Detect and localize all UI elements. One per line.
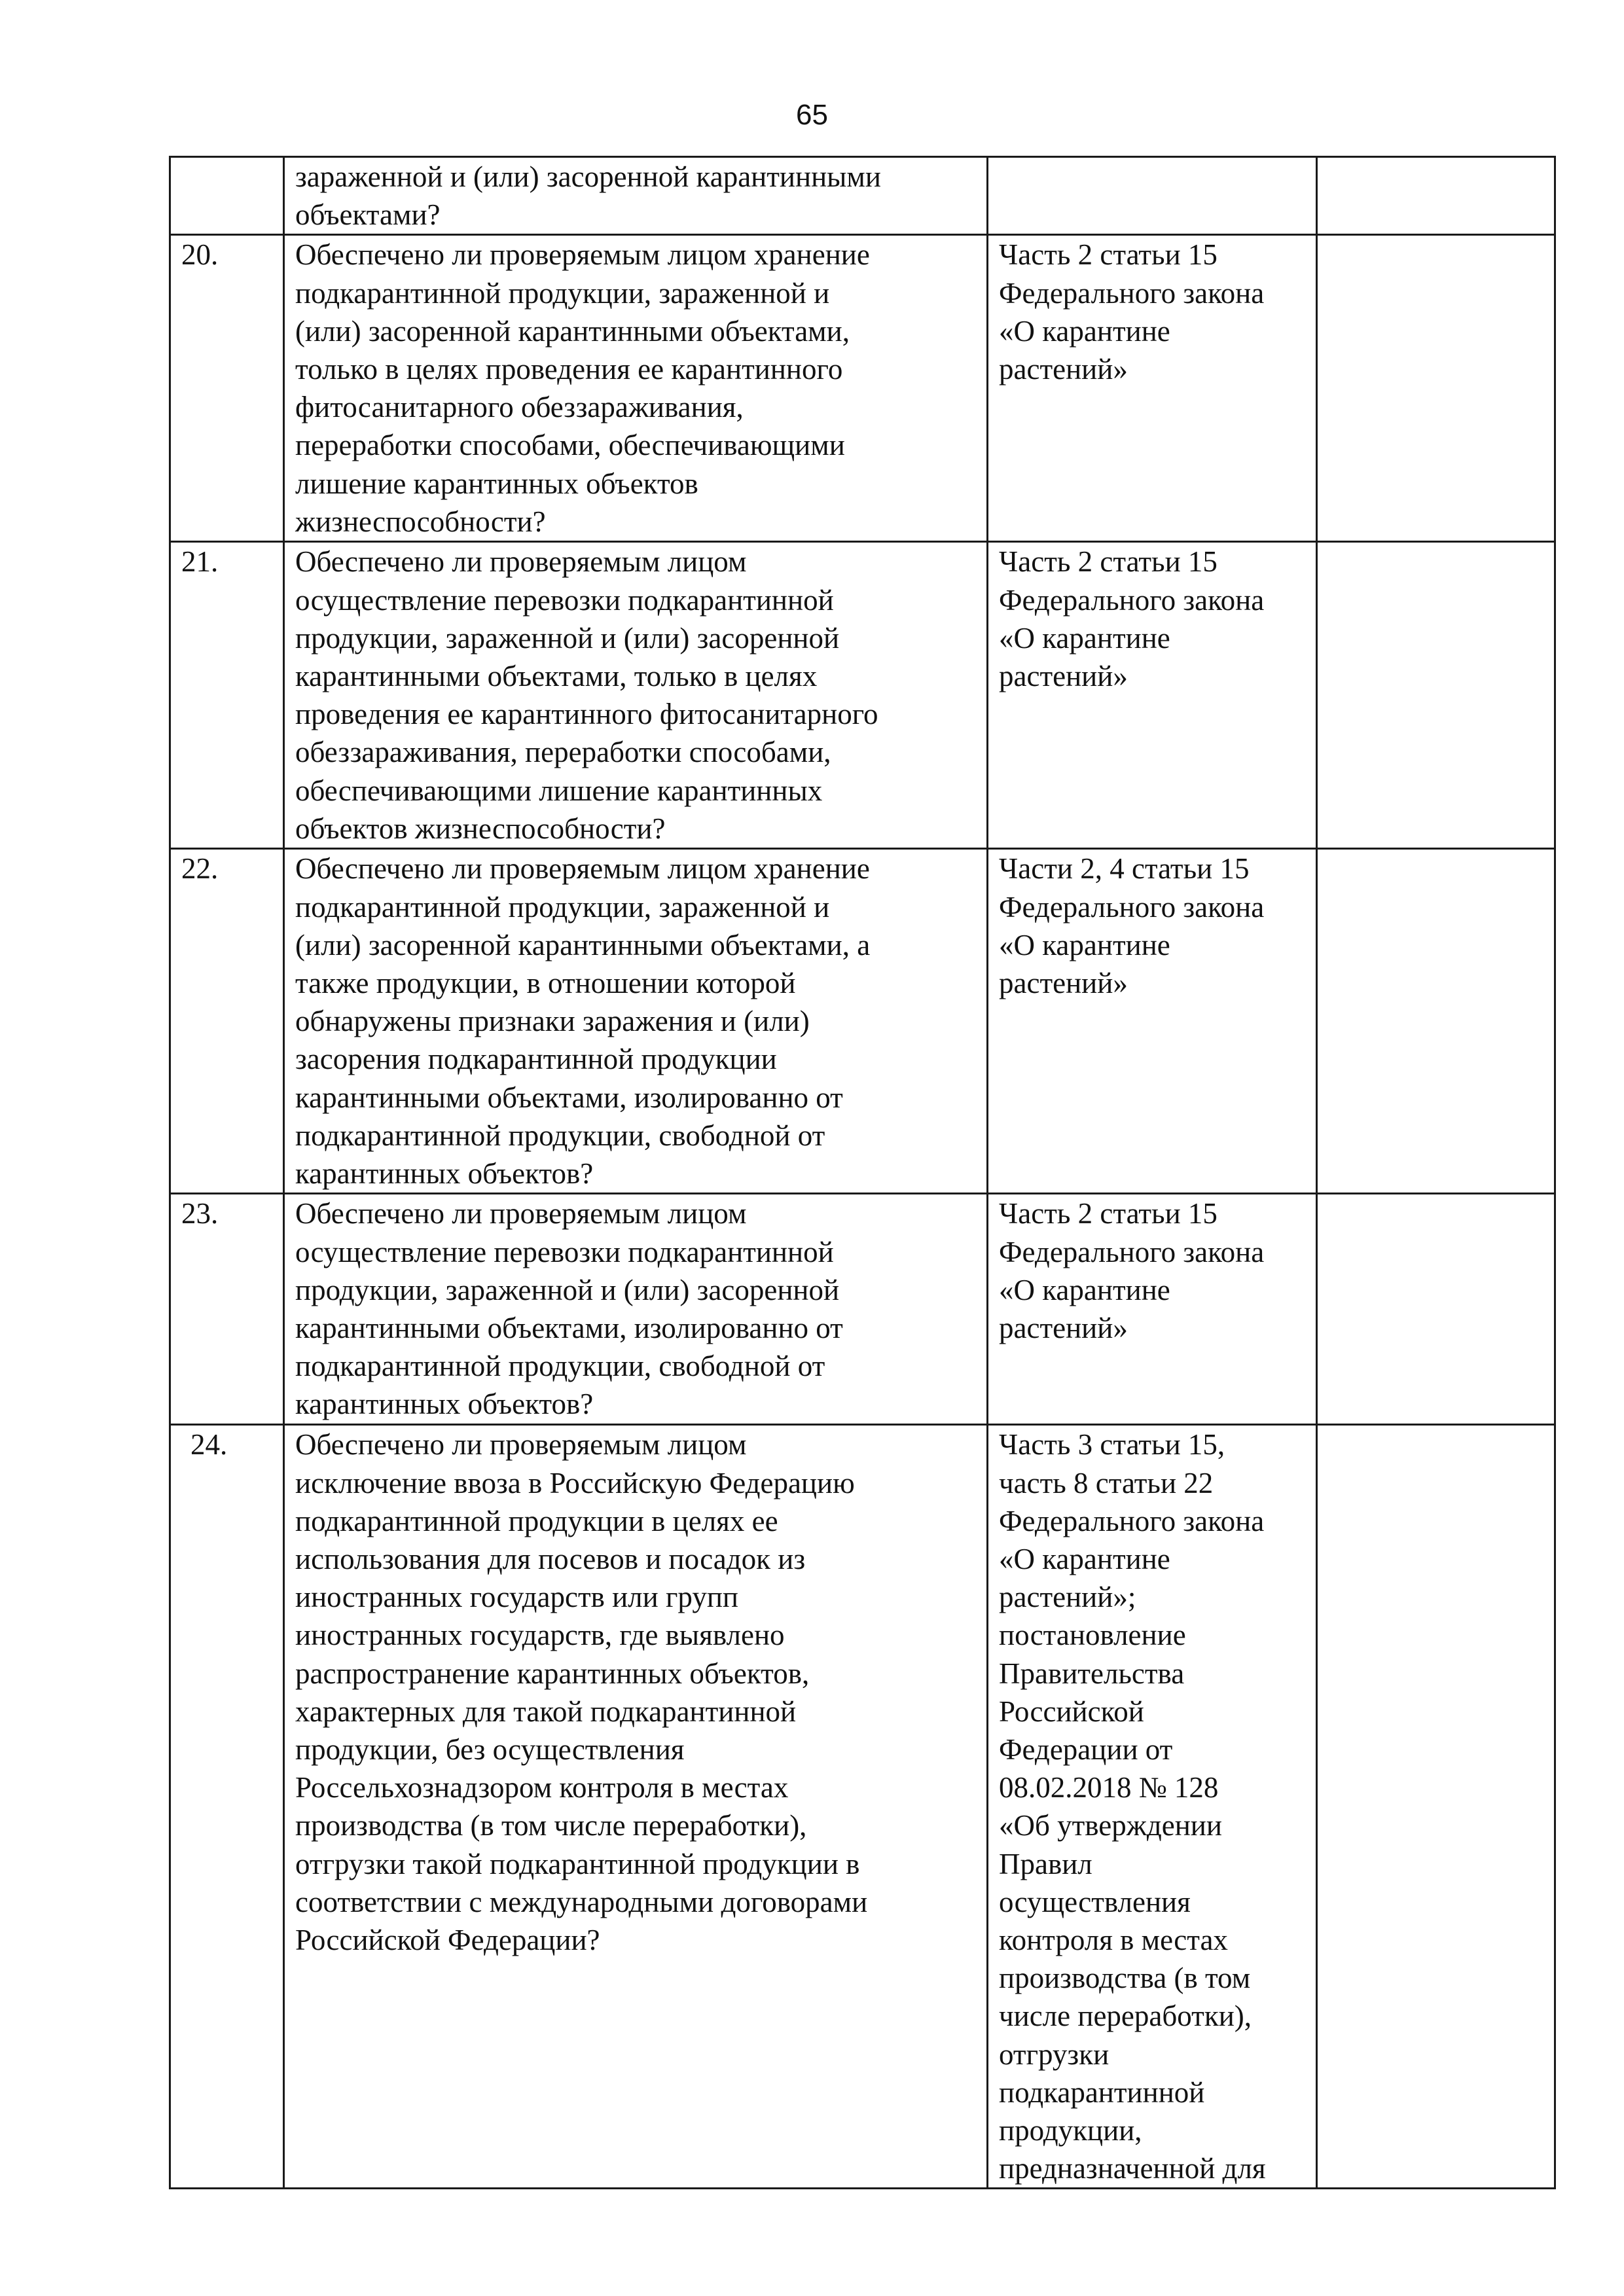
question-cell (284, 235, 988, 542)
question-cell (284, 542, 988, 849)
answer-cell[interactable] (1317, 235, 1555, 542)
reference-line: Федерации от (999, 1733, 1173, 1767)
answer-cell[interactable] (1317, 849, 1555, 1194)
question-line: продукции, без осуществления (295, 1733, 685, 1767)
answer-cell[interactable] (1317, 1425, 1555, 2189)
reference-line: «О карантине (999, 1273, 1170, 1306)
reference-line: растений» (999, 1312, 1128, 1345)
question-cell (284, 1425, 988, 2189)
question-line: осуществление перевозки подкарантинной (295, 1235, 834, 1268)
reference-line: Часть 2 статьи 15 (999, 545, 1218, 579)
reference-line: Федерального закона (999, 1235, 1265, 1268)
answer-cell[interactable] (1317, 157, 1555, 235)
table-row (170, 849, 1555, 1194)
row-number: 24. (170, 1425, 284, 2189)
question-line: иностранных государств или групп (295, 1581, 738, 1614)
question-line: Россельхознадзором контроля в местах (295, 1771, 789, 1804)
reference-line: контроля в местах (999, 1924, 1228, 1957)
page-number: 65 (796, 99, 828, 131)
question-line: продукции, зараженной и (или) засоренной (295, 1273, 840, 1306)
reference-line: часть 8 статьи 22 (999, 1466, 1214, 1499)
question-line: лишение карантинных объектов (295, 467, 698, 500)
reference-line: Часть 2 статьи 15 (999, 238, 1218, 272)
question-line: подкарантинной продукции, свободной от (295, 1350, 825, 1383)
reference-line: Федерального закона (999, 276, 1265, 310)
question-line: обнаружены признаки заражения и (или) (295, 1005, 810, 1038)
reference-cell (988, 849, 1317, 1194)
question-line: Обеспечено ли проверяемым лицом хранение (295, 238, 870, 272)
question-line: объектов жизнеспособности? (295, 812, 666, 845)
question-line: проведения ее карантинного фитосанитарного (295, 698, 878, 731)
question-line: карантинных объектов? (295, 1388, 594, 1421)
question-line: (или) засоренной карантинными объектами, а (295, 928, 871, 961)
reference-cell (988, 542, 1317, 849)
question-line: карантинными объектами, изолированно от (295, 1081, 843, 1114)
row-number (170, 157, 284, 235)
answer-cell[interactable] (1317, 1194, 1555, 1425)
reference-line: «О карантине (999, 1543, 1170, 1576)
reference-line: 08.02.2018 № 128 (999, 1771, 1219, 1804)
table-row (170, 157, 1555, 235)
question-line: подкарантинной продукции, зараженной и (295, 276, 830, 310)
reference-line: «Об утверждении (999, 1809, 1222, 1842)
question-line: Обеспечено ли проверяемым лицом (295, 545, 747, 579)
reference-line: Федерального закона (999, 583, 1265, 617)
question-line: иностранных государств, где выявлено (295, 1619, 785, 1652)
reference-line: Российской (999, 1695, 1144, 1728)
reference-line: числе переработки), (999, 2000, 1252, 2033)
reference-line: Федерального закона (999, 890, 1265, 924)
reference-line: постановление (999, 1619, 1186, 1652)
reference-line: отгрузки (999, 2037, 1110, 2071)
question-line: переработки способами, обеспечивающими (295, 429, 845, 462)
row-number: 21. (170, 542, 284, 849)
table-row (170, 542, 1555, 849)
reference-line: Части 2, 4 статьи 15 (999, 852, 1250, 886)
reference-line: Федерального закона (999, 1504, 1265, 1537)
question-line: производства (в том числе переработки), (295, 1809, 807, 1842)
reference-line: растений»; (999, 1581, 1136, 1614)
question-line: объектами? (295, 198, 441, 232)
row-number: 22. (170, 849, 284, 1194)
reference-line: осуществления (999, 1885, 1191, 1918)
question-line: продукции, зараженной и (или) засоренной (295, 621, 840, 655)
question-line: осуществление перевозки подкарантинной (295, 583, 834, 617)
reference-line: растений» (999, 353, 1128, 386)
question-line: жизнеспособности? (295, 505, 546, 538)
table-row (170, 235, 1555, 542)
reference-line: растений» (999, 660, 1128, 693)
table-row (170, 1425, 1555, 2189)
question-line: Обеспечено ли проверяемым лицом (295, 1428, 747, 1462)
question-line: засорения подкарантинной продукции (295, 1043, 777, 1076)
question-line: использования для посевов и посадок из (295, 1543, 806, 1576)
question-line: карантинными объектами, только в целях (295, 660, 818, 693)
reference-line: «О карантине (999, 928, 1170, 961)
question-line: подкарантинной продукции в целях ее (295, 1504, 778, 1537)
reference-line: Правил (999, 1847, 1092, 1880)
reference-line: предназначенной для (999, 2152, 1266, 2185)
question-line: зараженной и (или) засоренной карантинными (295, 160, 881, 193)
question-line: исключение ввоза в Российскую Федерацию (295, 1466, 855, 1499)
question-cell (284, 157, 988, 235)
question-line: отгрузки такой подкарантинной продукции в (295, 1847, 860, 1880)
question-cell (284, 1194, 988, 1425)
row-number: 23. (170, 1194, 284, 1425)
table-row (170, 1194, 1555, 1425)
question-line: Обеспечено ли проверяемым лицом хранение (295, 852, 870, 886)
question-line: обеззараживания, переработки способами, (295, 736, 831, 769)
question-line: характерных для такой подкарантинной (295, 1695, 797, 1728)
reference-line: подкарантинной (999, 2075, 1205, 2109)
reference-line: Часть 2 статьи 15 (999, 1197, 1218, 1230)
question-line: только в целях проведения ее карантинного (295, 353, 843, 386)
reference-cell (988, 235, 1317, 542)
question-line: обеспечивающими лишение карантинных (295, 774, 823, 807)
answer-cell[interactable] (1317, 542, 1555, 849)
question-line: подкарантинной продукции, свободной от (295, 1119, 825, 1152)
question-line: соответствии с международными договорами (295, 1885, 868, 1918)
question-line: карантинными объектами, изолированно от (295, 1312, 843, 1345)
reference-cell (988, 157, 1317, 235)
question-line: фитосанитарного обеззараживания, (295, 391, 744, 424)
question-line: Обеспечено ли проверяемым лицом (295, 1197, 747, 1230)
question-line: подкарантинной продукции, зараженной и (295, 890, 830, 924)
reference-line: производства (в том (999, 1962, 1251, 1995)
question-line: Российской Федерации? (295, 1924, 600, 1957)
reference-cell (988, 1194, 1317, 1425)
checklist-table (169, 156, 1556, 2189)
row-number: 20. (170, 235, 284, 542)
question-line: карантинных объектов? (295, 1157, 594, 1191)
question-line: (или) засоренной карантинными объектами, (295, 314, 850, 348)
reference-cell (988, 1425, 1317, 2189)
reference-line: Правительства (999, 1657, 1185, 1690)
reference-line: «О карантине (999, 314, 1170, 348)
reference-line: Часть 3 статьи 15, (999, 1428, 1225, 1462)
question-line: распространение карантинных объектов, (295, 1657, 810, 1690)
reference-line: продукции, (999, 2114, 1142, 2147)
question-line: также продукции, в отношении которой (295, 967, 796, 1000)
reference-line: растений» (999, 967, 1128, 1000)
reference-line: «О карантине (999, 621, 1170, 655)
question-cell (284, 849, 988, 1194)
